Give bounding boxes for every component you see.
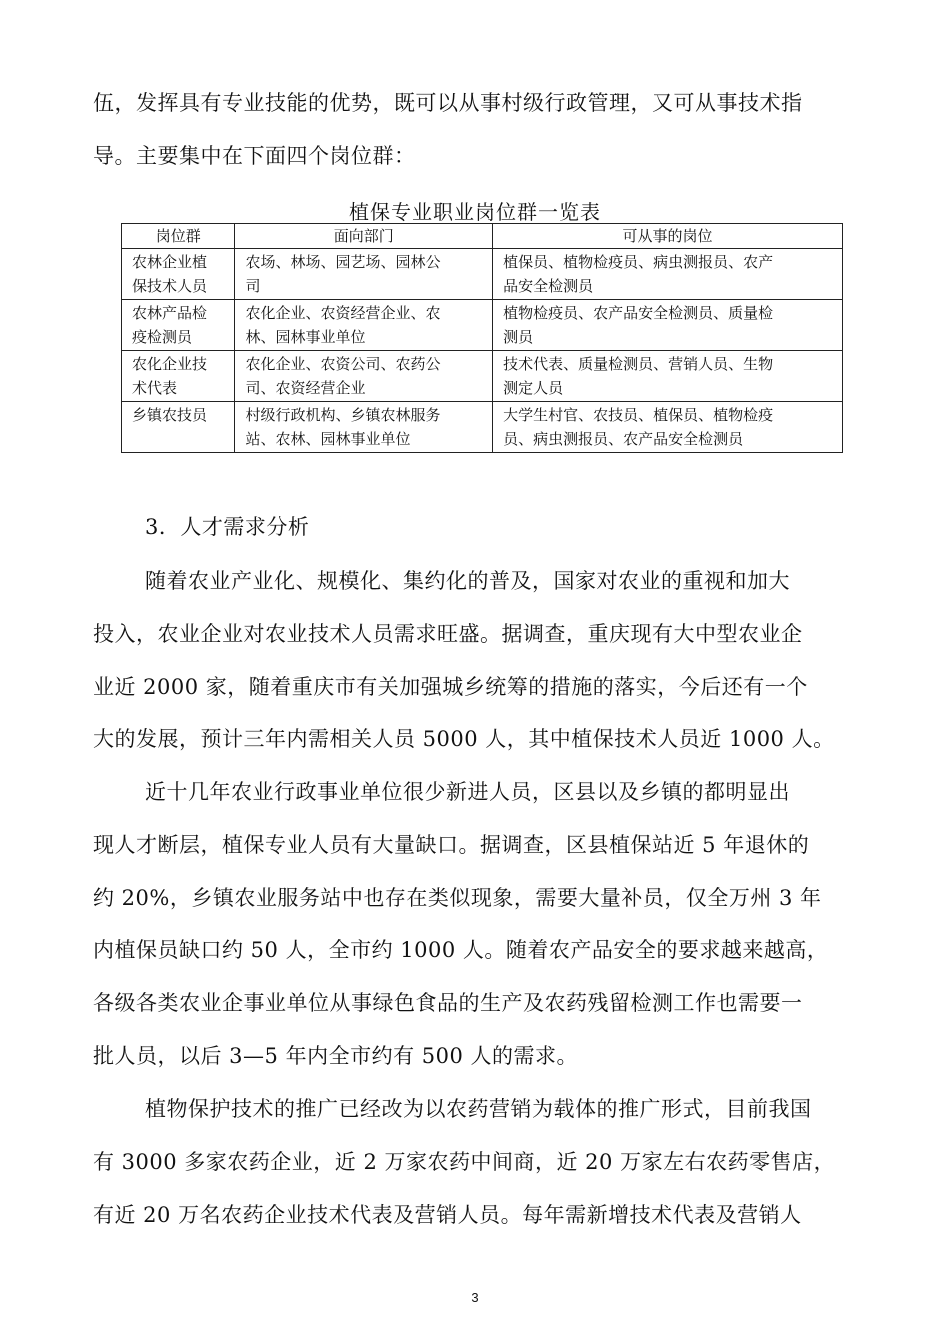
paragraph-line: 随着农业产业化、规模化、集约化的普及，国家对农业的重视和加大 (145, 569, 790, 593)
positions-table (121, 223, 843, 453)
cell-group: 农化企业技 术代表 (122, 351, 235, 402)
page-number: 3 (471, 1290, 479, 1305)
cell-jobs: 技术代表、质量检测员、营销人员、生物 测定人员 (493, 351, 843, 402)
table-row (122, 300, 843, 351)
section-heading: 3．人才需求分析 (145, 515, 310, 539)
paragraph-line: 有 3000 多家农药企业，近 2 万家农药中间商，近 20 万家左右农药零售店， (93, 1150, 836, 1174)
cell-jobs: 植物检疫员、农产品安全检测员、质量检 测员 (493, 300, 843, 351)
cell-dept: 农化企业、农资公司、农药公 司、农资经营企业 (235, 351, 493, 402)
table-row (122, 249, 843, 300)
table-title: 植保专业职业岗位群一览表 (349, 200, 601, 224)
header-dept: 面向部门 (235, 224, 493, 249)
paragraph-line: 大的发展，预计三年内需相关人员 5000 人，其中植保技术人员近 1000 人。 (93, 727, 835, 751)
paragraph-line: 投入，农业企业对农业技术人员需求旺盛。据调查，重庆现有大中型农业企 (93, 622, 803, 646)
paragraph-line: 有近 20 万名农药企业技术代表及营销人员。每年需新增技术代表及营销人 (93, 1203, 802, 1227)
table-row (122, 351, 843, 402)
paragraph-line: 各级各类农业企事业单位从事绿色食品的生产及农药残留检测工作也需要一 (93, 991, 803, 1015)
paragraph-line: 现人才断层，植保专业人员有大量缺口。据调查，区县植保站近 5 年退休的 (93, 833, 810, 857)
cell-dept: 农化企业、农资经营企业、农 林、园林事业单位 (235, 300, 493, 351)
paragraph-line: 约 20%，乡镇农业服务站中也存在类似现象，需要大量补员，仅全万州 3 年 (93, 886, 822, 910)
header-jobs: 可从事的岗位 (493, 224, 843, 249)
cell-jobs: 植保员、植物检疫员、病虫测报员、农产 品安全检测员 (493, 249, 843, 300)
cell-group: 农林产品检 疫检测员 (122, 300, 235, 351)
intro-line-2: 导。主要集中在下面四个岗位群： (93, 144, 416, 168)
paragraph-line: 近十几年农业行政事业单位很少新进人员，区县以及乡镇的都明显出 (145, 780, 790, 804)
table-header-row (122, 224, 843, 249)
cell-dept: 村级行政机构、乡镇农林服务 站、农林、园林事业单位 (235, 402, 493, 453)
cell-group: 乡镇农技员 (122, 402, 235, 453)
cell-group: 农林企业植 保技术人员 (122, 249, 235, 300)
paragraph-line: 批人员，以后 3—5 年内全市约有 500 人的需求。 (93, 1044, 579, 1068)
cell-dept: 农场、林场、园艺场、园林公 司 (235, 249, 493, 300)
table-row (122, 402, 843, 453)
paragraph-line: 业近 2000 家，随着重庆市有关加强城乡统筹的措施的落实，今后还有一个 (93, 675, 808, 699)
paragraph-line: 内植保员缺口约 50 人，全市约 1000 人。随着农产品安全的要求越来越高， (93, 938, 829, 962)
paragraph-line: 植物保护技术的推广已经改为以农药营销为载体的推广形式，目前我国 (145, 1097, 812, 1121)
cell-jobs: 大学生村官、农技员、植保员、植物检疫 员、病虫测报员、农产品安全检测员 (493, 402, 843, 453)
header-group: 岗位群 (122, 224, 235, 249)
intro-line-1: 伍，发挥具有专业技能的优势，既可以从事村级行政管理，又可从事技术指 (93, 91, 803, 115)
